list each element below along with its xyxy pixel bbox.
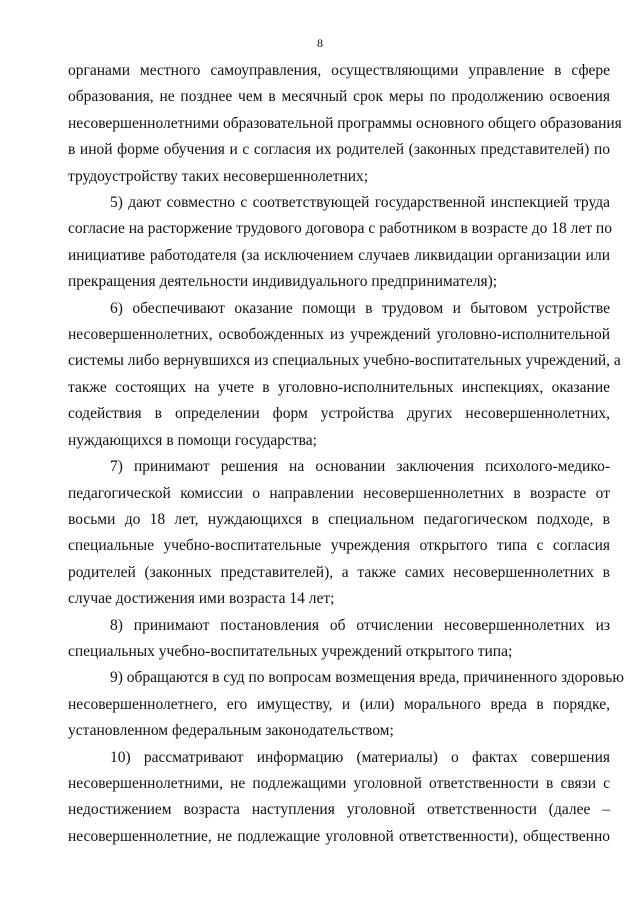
text-line: 8) принимают постановления об отчислении несовершеннолетних из — [110, 616, 610, 634]
page-number: 8 — [317, 36, 323, 50]
paragraph-item-5 — [68, 190, 610, 296]
paragraph-continuation — [68, 58, 622, 190]
text-line: несовершеннолетними образовательной программы основного общего образования — [68, 114, 622, 132]
paragraph-item-7 — [68, 454, 610, 612]
text-line: 7) принимают решения на основании заключения психолого-медико- — [110, 458, 610, 476]
text-line: нуждающихся в помощи государства; — [68, 431, 317, 449]
paragraph-item-9 — [68, 665, 624, 744]
text-line: специальные учебно-воспитательные учреждения открытого типа с согласия — [68, 537, 610, 555]
paragraph-item-10 — [68, 745, 610, 851]
text-line: прекращения деятельности индивидуального предпринимателя); — [68, 273, 498, 291]
text-line: трудоустройству таких несовершеннолетних; — [68, 167, 369, 185]
text-line: органами местного самоуправления, осуществляющими управление в сфере — [68, 62, 610, 79]
text-line: случае достижения ими возраста 14 лет; — [68, 590, 335, 608]
text-line: несовершеннолетними, не подлежащими уголовной ответственности в связи с — [68, 774, 610, 792]
text-line: педагогической комиссии о направлении несовершеннолетних в возрасте от — [68, 484, 610, 502]
text-line: 9) обращаются в суд по вопросам возмещения вреда, причиненного здоровью — [110, 669, 624, 687]
text-line: несовершеннолетних, освобожденных из учреждений уголовно-исполнительной — [68, 326, 610, 344]
text-line: согласие на расторжение трудового договора с работником в возрасте до 18 лет по — [68, 220, 612, 238]
text-line: установленном федеральным законодательством; — [68, 722, 394, 740]
text-line: несовершеннолетние, не подлежащие уголовной ответственности), общественно — [68, 827, 610, 845]
paragraph-item-8 — [68, 613, 610, 666]
text-line: 10) рассматривают информацию (материалы) о фактах совершения — [110, 748, 610, 766]
text-line: специальных учебно-воспитательных учреждений открытого типа; — [68, 642, 513, 660]
text-line: содействия в определении форм устройства других несовершеннолетних, — [68, 405, 610, 423]
text-line: также состоящих на учете в уголовно-исполнительных инспекциях, оказание — [68, 378, 610, 396]
text-line: системы либо вернувшихся из специальных учебно-воспитательных учреждений, а — [68, 352, 621, 370]
paragraph-item-6 — [68, 296, 621, 454]
text-line: 5) дают совместно с соответствующей государственной инспекцией труда — [110, 194, 610, 212]
text-line: несовершеннолетнего, его имуществу, и (или) морального вреда в порядке, — [68, 695, 610, 713]
text-line: 6) обеспечивают оказание помощи в трудовом и бытовом устройстве — [110, 299, 610, 317]
text-line: образования, не позднее чем в месячный срок меры по продолжению освоения — [68, 88, 610, 106]
text-line: родителей (законных представителей), а также самих несовершеннолетних в — [68, 563, 610, 581]
text-line: инициативе работодателя (за исключением случаев ликвидации организации или — [68, 246, 610, 264]
text-line: недостижением возраста наступления уголовной ответственности (далее – — [68, 801, 610, 819]
document-body — [68, 58, 624, 850]
text-line: в иной форме обучения и с согласия их родителей (законных представителей) по — [68, 141, 610, 159]
text-line: восьми до 18 лет, нуждающихся в специальном педагогическом подходе, в — [68, 510, 610, 528]
